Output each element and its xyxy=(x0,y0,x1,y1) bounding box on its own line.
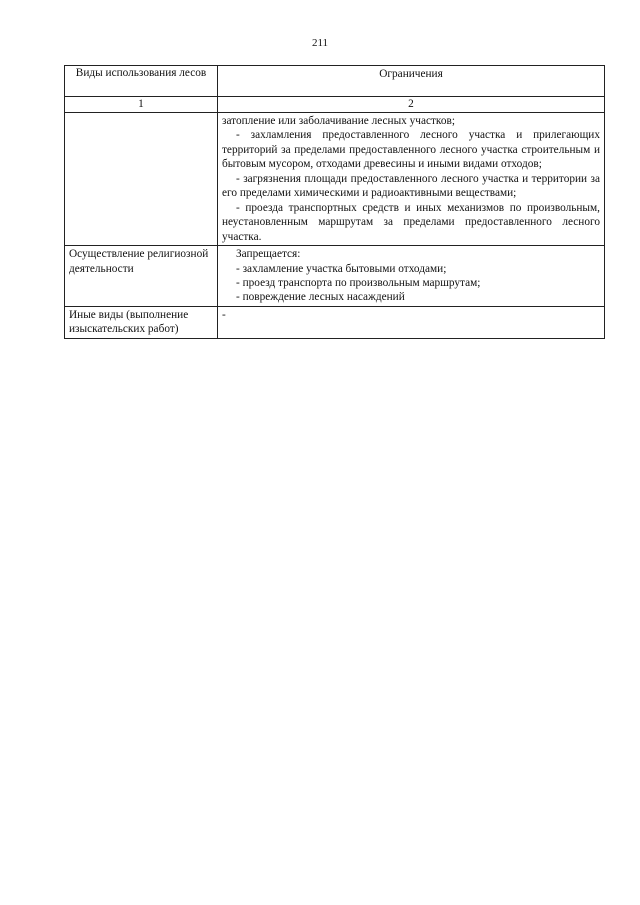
page-number: 211 xyxy=(311,37,329,49)
forest-use-type-cell xyxy=(65,112,218,245)
restriction-text: - повреждение лесных насаждений xyxy=(236,291,405,304)
header-forest-use-types: Виды использования лесов xyxy=(65,66,218,97)
forest-use-type-cell: Осуществление религиозной деятельности xyxy=(65,246,218,307)
restrictions-cell xyxy=(218,112,605,245)
restrictions-cell xyxy=(218,246,605,307)
header-restrictions: Ограничения xyxy=(218,66,605,97)
restriction-text: - захламление участка бытовыми отходами; xyxy=(236,262,447,275)
forest-use-type-cell: Иные виды (выполнение изыскательских работ) xyxy=(65,306,218,338)
restrictions-cell xyxy=(218,306,605,338)
table-row xyxy=(65,112,605,245)
restriction-text: - проезда транспортных средств и иных механизмов по произвольным, неустановленным маршрутам за пределами предоставленного лесного участка. xyxy=(222,201,600,243)
forest-use-restrictions-table xyxy=(64,65,605,339)
column-number-row xyxy=(65,97,605,113)
table-row xyxy=(65,246,605,307)
restriction-text: Запрещается: xyxy=(236,248,301,261)
restriction-text: - проезд транспорта по произвольным маршрутам; xyxy=(236,276,481,289)
column-number-2: 2 xyxy=(218,97,605,113)
restriction-text: - xyxy=(222,308,226,321)
table-header-row xyxy=(65,66,605,97)
restriction-text: затопление или заболачивание лесных участков; xyxy=(222,114,455,127)
restriction-text: - загрязнения площади предоставленного лесного участка и территории за его пределами химическими и радиоактивными веществами; xyxy=(222,172,600,200)
restriction-text: - захламления предоставленного лесного участка и прилегающих территорий за пределами предоставленного лесного участка строительным и бытовым мусором, отходами древесины и иными видами отходов; xyxy=(222,129,600,171)
table-row xyxy=(65,306,605,338)
column-number-1: 1 xyxy=(65,97,218,113)
